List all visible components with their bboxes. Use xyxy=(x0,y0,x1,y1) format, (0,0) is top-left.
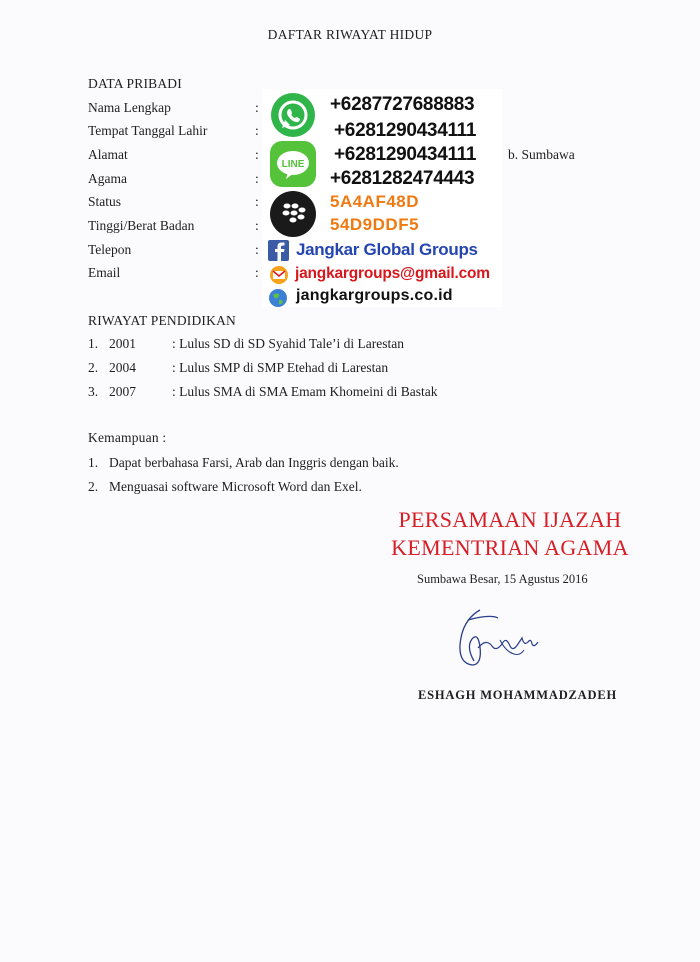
globe-icon xyxy=(267,287,289,309)
stamp-line-2: KEMENTRIAN AGAMA xyxy=(391,535,629,560)
skill-item-number: 1. xyxy=(88,455,99,470)
field-colon: : xyxy=(255,242,259,257)
field-colon: : xyxy=(255,123,259,138)
address-value-tail: b. Sumbawa xyxy=(508,147,575,162)
education-item-number: 2. xyxy=(88,360,99,375)
line-icon xyxy=(270,141,316,187)
field-colon: : xyxy=(255,147,259,162)
skill-item-text: Dapat berbahasa Farsi, Arab dan Inggris dengan baik. xyxy=(109,455,399,470)
education-item-year: 2004 xyxy=(109,360,136,375)
education-heading: RIWAYAT PENDIDIKAN xyxy=(88,313,236,328)
field-label-email: Email xyxy=(88,265,121,280)
email-address: jangkargroups@gmail.com xyxy=(295,265,490,282)
education-item-number: 3. xyxy=(88,384,99,399)
skills-heading: Kemampuan : xyxy=(88,430,167,445)
signature xyxy=(440,600,580,675)
bbm-pin-1: 5A4AF48D xyxy=(330,192,420,211)
field-label-status: Status xyxy=(88,194,122,209)
field-colon: : xyxy=(255,100,259,115)
education-item-desc: : Lulus SD di SD Syahid Tale’i di Larestan xyxy=(172,336,405,351)
education-item-number: 1. xyxy=(88,336,99,351)
education-item-year: 2007 xyxy=(109,384,136,399)
signer-name: ESHAGH MOHAMMADZADEH xyxy=(418,688,617,702)
field-colon: : xyxy=(255,218,259,233)
skill-item-text: Menguasai software Microsoft Word dan Exel. xyxy=(109,479,362,494)
gmail-icon xyxy=(268,265,290,285)
field-colon: : xyxy=(255,265,259,280)
whatsapp-icon xyxy=(271,93,315,137)
field-label-address: Alamat xyxy=(88,147,128,162)
website-url: jangkargroups.co.id xyxy=(296,287,453,304)
place-date: Sumbawa Besar, 15 Agustus 2016 xyxy=(417,572,588,586)
stamp-line-1: PERSAMAAN IJAZAH xyxy=(398,507,622,532)
education-item-desc: : Lulus SMP di SMP Etehad di Larestan xyxy=(172,360,389,375)
education-item-year: 2001 xyxy=(109,336,136,351)
phone-number-2: +6281290434111 xyxy=(334,120,477,141)
facebook-name: Jangkar Global Groups xyxy=(296,240,478,259)
whatsapp-number: +6287727688883 xyxy=(330,94,475,115)
svg-text:LINE: LINE xyxy=(281,159,305,170)
field-label-birth: Tempat Tanggal Lahir xyxy=(88,123,208,138)
personal-data-heading: DATA PRIBADI xyxy=(88,76,182,91)
field-colon: : xyxy=(255,171,259,186)
facebook-icon xyxy=(268,240,289,261)
field-label-phone: Telepon xyxy=(88,242,132,257)
blackberry-icon xyxy=(270,191,316,237)
line-number: +6281290434111 xyxy=(334,144,477,165)
phone-number-3: +6281282474443 xyxy=(330,168,475,189)
field-label-religion: Agama xyxy=(88,171,127,186)
field-label-full-name: Nama Lengkap xyxy=(88,100,171,115)
skill-item-number: 2. xyxy=(88,479,99,494)
document-title: DAFTAR RIWAYAT HIDUP xyxy=(267,27,433,42)
field-label-height-weight: Tinggi/Berat Badan xyxy=(88,218,195,233)
bbm-pin-2: 54D9DDF5 xyxy=(330,215,420,234)
education-item-desc: : Lulus SMA di SMA Emam Khomeini di Bastak xyxy=(172,384,438,399)
field-colon: : xyxy=(255,194,259,209)
